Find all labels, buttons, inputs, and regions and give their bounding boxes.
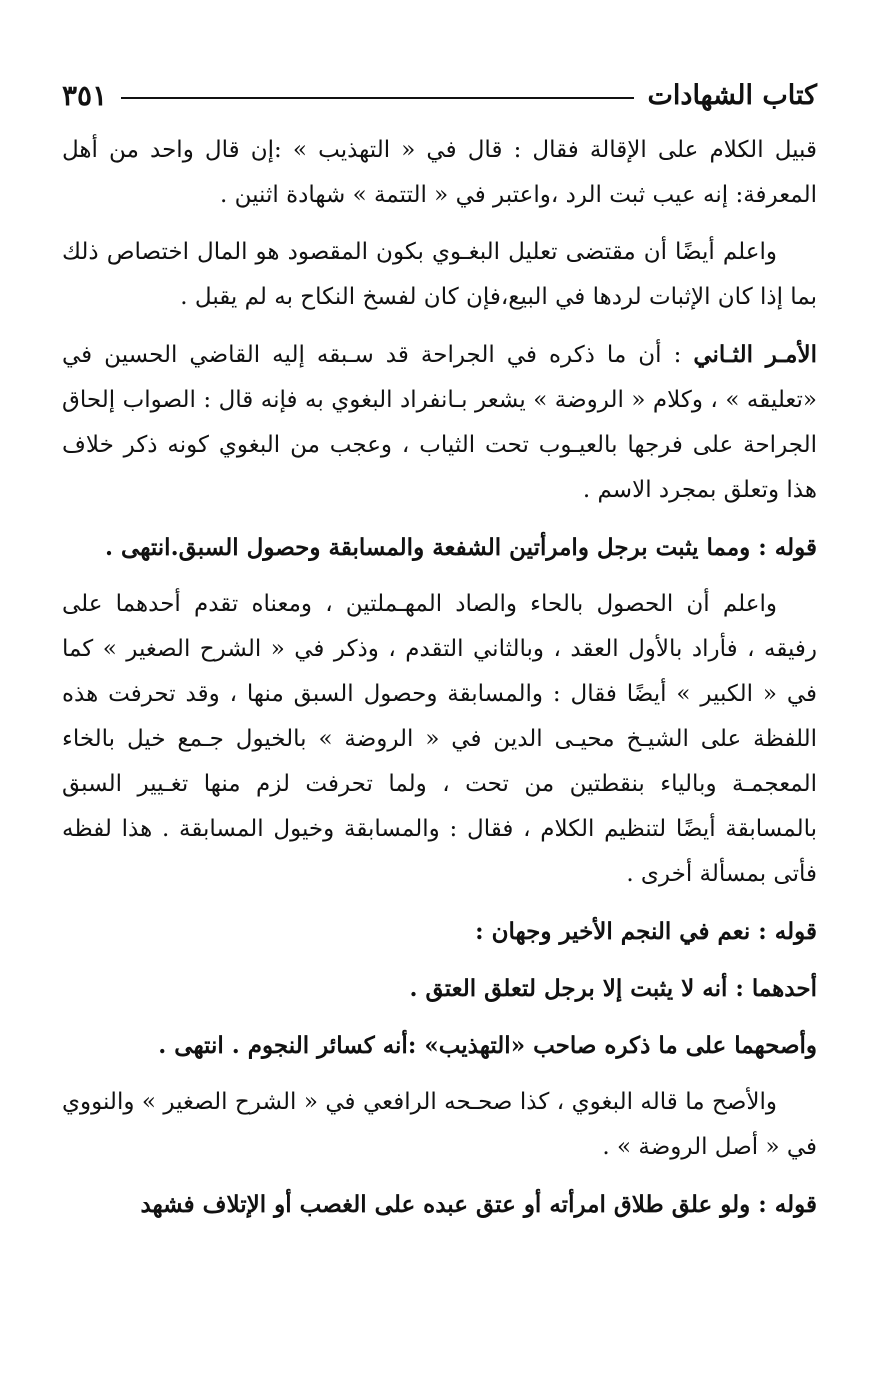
header-rule <box>121 97 633 99</box>
quote-heading: قوله : نعم في النجم الأخير وجهان : <box>475 918 817 945</box>
running-header <box>62 70 817 120</box>
page-number: ٣٥١ <box>62 78 108 112</box>
quote-heading: أحدهما : أنه لا يثبت إلا برجل لتعلق العتق . <box>409 975 817 1002</box>
chapter-title: كتاب الشهادات <box>647 79 817 111</box>
paragraph-lead: الأمـر الثـاني <box>693 341 817 368</box>
quote-heading: قوله : ومما يثبت برجل وامرأتين الشفعة والمسابقة وحصول السبق.انتهى . <box>105 534 817 561</box>
paragraph: واعلم أن الحصول بالحاء والصاد المهـملتين ، ومعناه تقدم أحدهما على رفيقه ، فأراد بالأول العقد ، وبالثاني التقدم ، وذكر في « الشرح الصغير » كما في « الكبير » أيضًا فقال : والمسابقة وحصول السبق منها ، وقد تحرفت هذه اللفظة على الشيـخ محيـى الدين في « الروضة » بالخيول جـمع خيل بالخاء المعجمـة وبالياء بنقطتين من تحت ، ولما تحرفت لزم منها تغـيير السبق بالمسابقة أيضًا لتنظيم الكلام ، فقال : والمسابقة وخيول المسابقة . هذا لفظه فأتى بمسألة أخرى . <box>62 591 817 887</box>
paragraph: واعلم أيضًا أن مقتضى تعليل البغـوي بكون المقصود هو المال اختصاص ذلك بما إذا كان الإثبات لردها في البيع،فإن كان لفسخ النكاح به لم يقبل . <box>62 239 817 310</box>
body-text <box>62 128 817 1227</box>
paragraph: والأصح ما قاله البغوي ، كذا صحـحه الرافعي في « الشرح الصغير » والنووي في « أصل الروضة » . <box>62 1089 817 1160</box>
quote-heading: وأصحهما على ما ذكره صاحب «التهذيب» :أنه كسائر النجوم . انتهى . <box>158 1032 817 1059</box>
quote-heading: قوله : ولو علق طلاق امرأته أو عتق عبده على الغصب أو الإتلاف فشهد <box>140 1191 817 1218</box>
paragraph: الأمـر الثـاني : أن ما ذكره في الجراحة قد سـبقه إليه القاضي الحسين في «تعليقه » ، وكلام « الروضة » يشعر بـانفراد البغوي به فإنه قال : الصواب إلحاق الجراحة على فرجها بالعيـوب تحت الثياب ، وعجب من البغوي كونه ذكر خلاف هذا وتعلق بمجرد الاسم . <box>62 341 817 503</box>
paragraph: قبيل الكلام على الإقالة فقال : قال في « التهذيب » :إن قال واحد من أهل المعرفة: إنه عيب ثبت الرد ،واعتبر في « التتمة » شهادة اثنين . <box>62 137 817 208</box>
